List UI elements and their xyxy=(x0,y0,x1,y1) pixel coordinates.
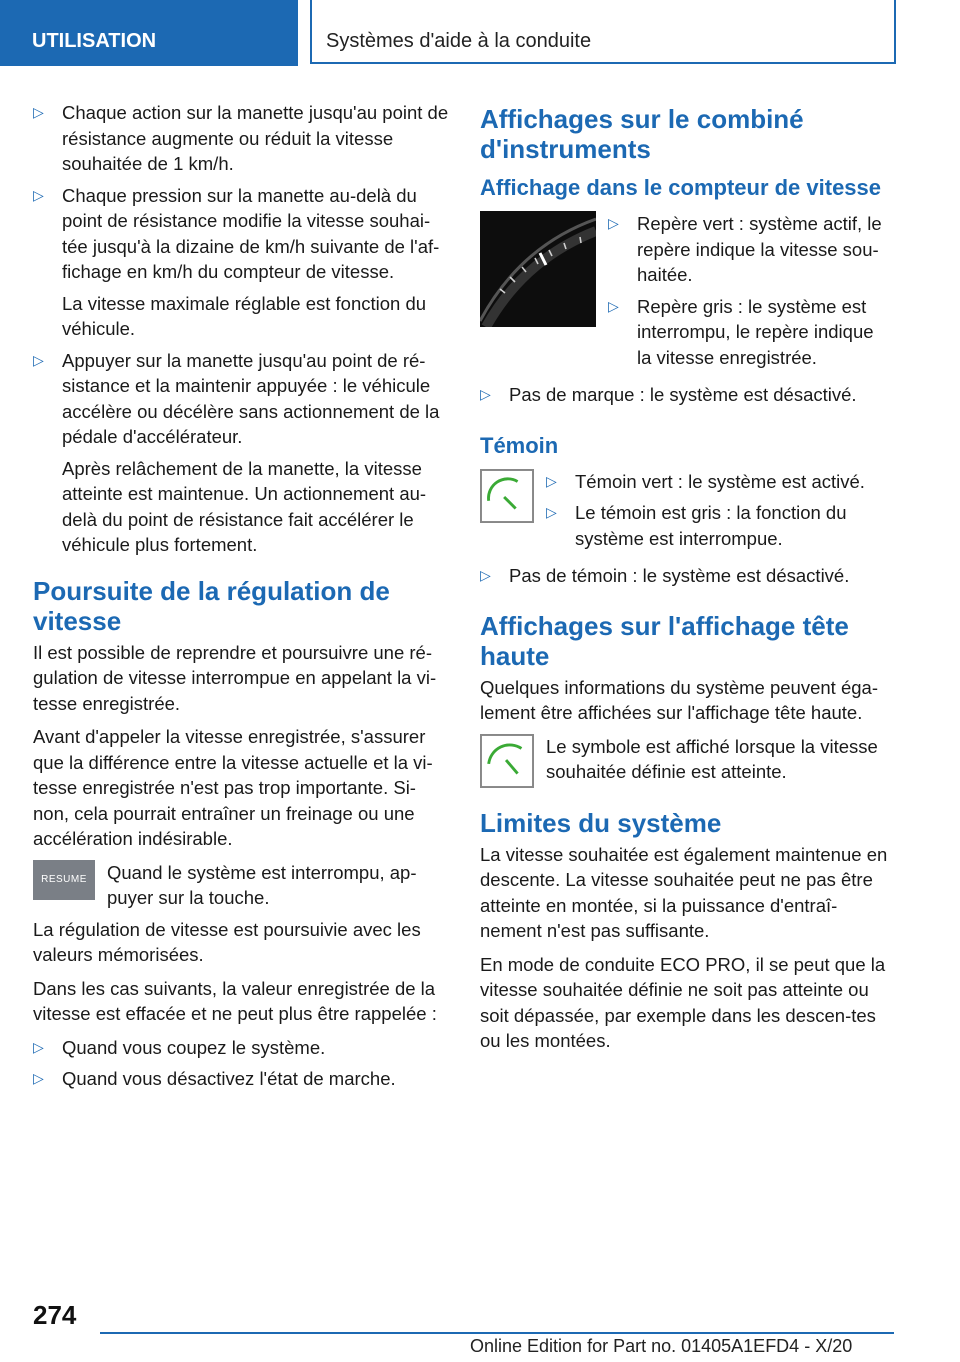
heading-hud: Affichages sur l'affichage tête haute xyxy=(480,610,849,671)
triangle-bullet-icon: ▷ xyxy=(33,351,44,368)
list-item-note: Après relâchement de la manette, la vitesse atteinte est maintenue. Un actionnement au-delà du point de résistance fait accélérer le véhicule plus fortement. xyxy=(62,457,427,555)
heading-resume: Poursuite de la régulation de vitesse xyxy=(33,575,390,636)
triangle-bullet-icon: ▷ xyxy=(546,472,557,489)
triangle-bullet-icon: ▷ xyxy=(33,186,44,203)
page-number: 274 xyxy=(33,1300,77,1330)
list-item xyxy=(33,183,451,342)
list-item-text: Quand vous coupez le système. xyxy=(62,1036,326,1058)
triangle-bullet-icon: ▷ xyxy=(480,386,491,402)
hud-figure xyxy=(480,734,892,788)
list-item-text: Chaque pression sur la manette au-delà du point de résistance modifie la vitesse souhai-tée jusqu'à la dizaine de km/h suivante de l'af-fichage en km/h du compteur de vitesse. xyxy=(62,184,440,282)
triangle-bullet-icon: ▷ xyxy=(480,567,491,583)
hud-icon-text: Le symbole est affiché lorsque la vitesse souhaitée définie est atteinte. xyxy=(546,735,878,782)
heading-temoin: Témoin xyxy=(480,432,559,458)
paragraph: Dans les cas suivants, la valeur enregistrée de la vitesse est effacée et ne peut plus être rappelée : xyxy=(33,977,437,1024)
page-header xyxy=(0,0,960,66)
temoin-figure xyxy=(480,469,892,558)
hud-cruise-icon xyxy=(480,734,534,788)
triangle-bullet-icon: ▷ xyxy=(33,1038,44,1055)
cruise-indicator-icon xyxy=(480,469,534,523)
list-item xyxy=(33,1066,451,1092)
triangle-bullet-icon: ▷ xyxy=(608,215,619,231)
heading-compteur: Affichage dans le compteur de vitesse xyxy=(480,175,882,200)
chapter-title: Systèmes d'aide à la conduite xyxy=(310,0,896,64)
resume-text: Quand le système est interrompu, ap-puyer sur la touche. xyxy=(107,861,417,908)
list-item-note: La vitesse maximale réglable est fonction du véhicule. xyxy=(62,292,427,339)
triangle-bullet-icon: ▷ xyxy=(546,504,557,520)
list-item xyxy=(608,294,892,371)
left-column xyxy=(33,100,451,1098)
resume-figure xyxy=(33,860,451,911)
section-tab: UTILISATION xyxy=(0,0,298,66)
list-item xyxy=(546,469,892,495)
list-item xyxy=(33,1035,451,1061)
list-item xyxy=(480,563,892,589)
list-item-text: Le témoin est gris : la fonction du système est interrompue. xyxy=(575,502,847,549)
list-item-text: Pas de marque : le système est désactivé. xyxy=(509,384,857,405)
right-column xyxy=(480,100,892,1062)
list-item xyxy=(33,348,451,558)
heading-limites: Limites du système xyxy=(480,807,722,838)
list-item-text: Témoin vert : le système est activé. xyxy=(575,470,865,492)
list-item-text: Pas de témoin : le système est désactivé. xyxy=(509,565,850,586)
speedometer-figure xyxy=(480,211,892,376)
list-item-text: Repère gris : le système est interrompu, le repère indique la vitesse enregistrée. xyxy=(637,295,874,368)
list-item xyxy=(480,382,892,408)
list-item-text: Repère vert : système actif, le repère indique la vitesse sou-haitée. xyxy=(637,213,882,285)
paragraph: La vitesse souhaitée est également maintenue en descente. La vitesse souhaitée peut ne pas être atteinte en montée, si la puissance d'entraî-nement n'est pas suffisante. xyxy=(480,843,888,941)
triangle-bullet-icon: ▷ xyxy=(608,297,619,314)
paragraph: En mode de conduite ECO PRO, il se peut que la vitesse souhaitée définie ne soit pas atteinte ou soit dépassée, par exemple dans les descen-tes ou les montées. xyxy=(480,953,886,1051)
speedometer-image xyxy=(480,211,596,327)
paragraph: Quelques informations du système peuvent éga-lement être affichées sur l'affichage tête haute. xyxy=(480,676,878,723)
paragraph: Avant d'appeler la vitesse enregistrée, s'assurer que la différence entre la vitesse actuelle et la vi-tesse enregistrée n'est pas trop importante. Si-non, cela pourrait entraîner un freinage ou une accélération indésirable. xyxy=(33,726,433,849)
list-item xyxy=(608,211,892,288)
list-item xyxy=(33,100,451,177)
list-item-text: Quand vous désactivez l'état de marche. xyxy=(62,1068,396,1089)
triangle-bullet-icon: ▷ xyxy=(33,104,44,120)
triangle-bullet-icon: ▷ xyxy=(33,1070,44,1086)
heading-combi: Affichages sur le combiné d'instruments xyxy=(480,104,804,164)
list-item xyxy=(546,500,892,551)
paragraph: La régulation de vitesse est poursuivie avec les valeurs mémorisées. xyxy=(33,918,421,965)
list-item-text: Chaque action sur la manette jusqu'au point de résistance augmente ou réduit la vitesse souhaitée de 1 km/h. xyxy=(62,102,449,174)
list-item-text: Appuyer sur la manette jusqu'au point de ré-sistance et la maintenir appuyée : le véhicule accélère ou décélère sans actionnement de la pédale d'accélérateur. xyxy=(62,349,440,447)
paragraph: Il est possible de reprendre et poursuivre une ré-gulation de vitesse interrompue en appelant la vi-tesse enregistrée. xyxy=(33,641,437,714)
footer-divider xyxy=(100,1332,894,1334)
resume-button-icon: RESUME xyxy=(33,860,95,900)
edition-text: Online Edition for Part no. 01405A1EFD4 - X/20 xyxy=(470,1336,853,1356)
